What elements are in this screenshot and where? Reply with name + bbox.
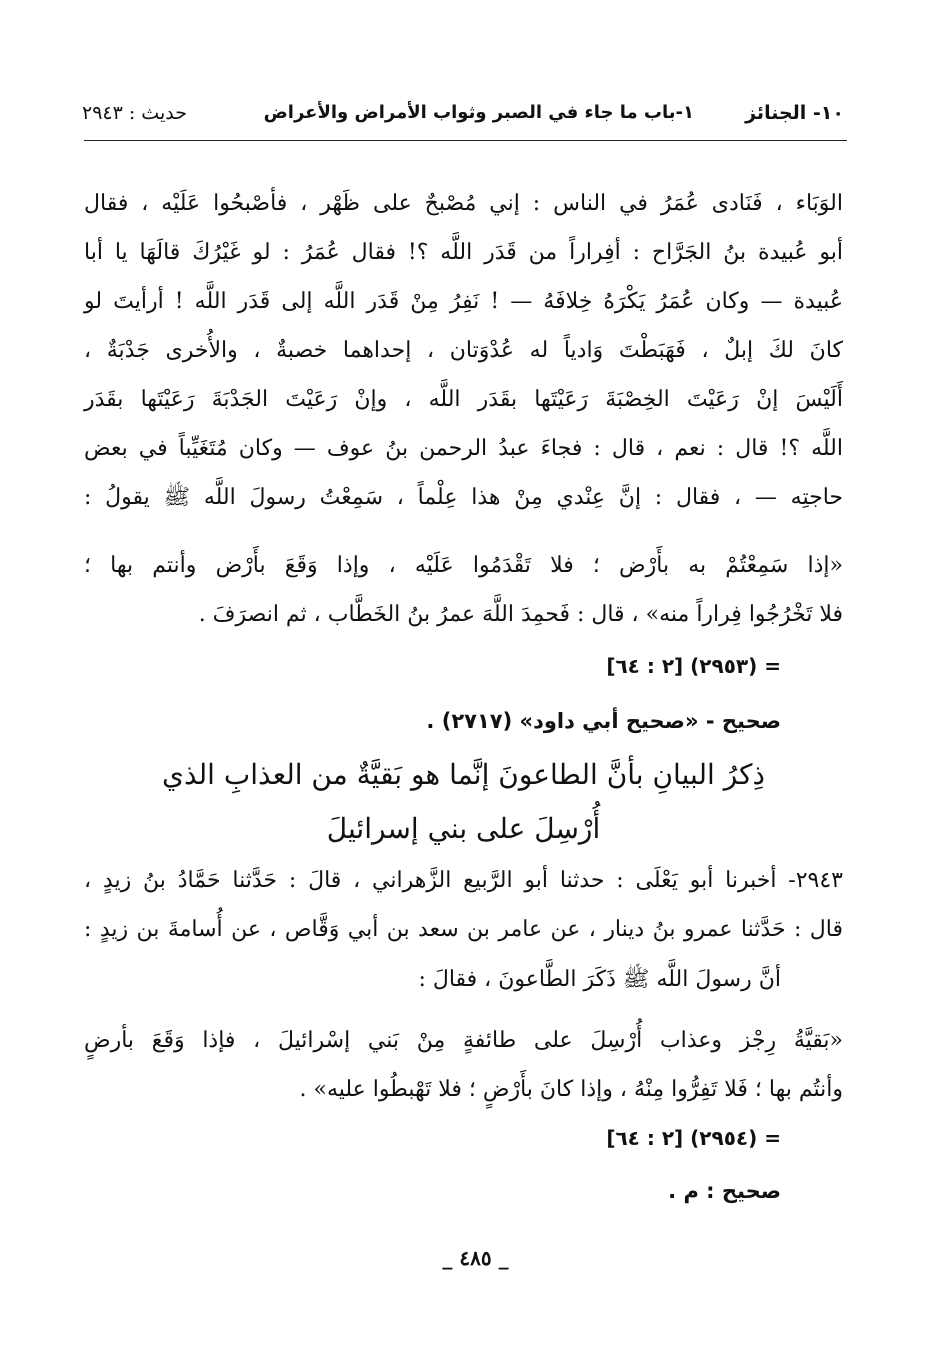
grading-note: صحيح - «صحيح أبي داود» (٢٧١٧) .	[426, 709, 781, 733]
text-line: أنَّ رسولَ اللَّه ﷺ ذَكَرَ الطَّاعونَ ، فقالَ :	[418, 967, 781, 992]
text-line: قال : حَدَّثنا عمرو بنُ دينار ، عن عامر بن سعد بن أبي وَقَّاص ، عن أُسامةَ بن زيدٍ :	[84, 917, 843, 942]
text-line: عُبيدة — وكان عُمَرُ يَكْرَهُ خِلافَهُ — ! نَفِرُ مِنْ قَدَر اللَّه إلى قَدَر اللَّه ! أرأيتَ لو	[84, 289, 843, 314]
grading-note: صحيح : م .	[668, 1179, 781, 1203]
text-line: فلا تَخْرُجُوا فِراراً منه» ، قال : فَحمِدَ اللَّهَ عمرُ بنُ الخَطَّاب ، ثم انصرَفَ .	[198, 602, 843, 627]
chapter-heading-line: ذِكرُ البيانِ بأنَّ الطاعونَ إنَّما هو بَقيَّةٌ من العذابِ الذي	[162, 758, 765, 791]
text-line: أَلَيْسَ إنْ رَعَيْتَ الخِصْبَةَ رَعَيْتَها بقَدَر اللَّه ، وإنْ رَعَيْتَ الجَدْبَةَ رَعَيْتَها بقَدَر	[84, 387, 843, 412]
page-number: _ ٤٨٥ _	[442, 1246, 509, 1270]
chapter-heading-line: أُرْسِلَ على بني إسرائيلَ	[326, 812, 601, 845]
text-line: اللَّه ؟! قال : نعم ، قال : فجاءَ عبدُ الرحمن بنُ عوف — وكان مُتَغَيِّباً في بعض	[84, 436, 843, 461]
hadith-number: حديث : ٢٩٤٣	[82, 102, 187, 124]
text-line: «بَقيَّةُ رِجْز وعذاب أُرْسِلَ على طائفةٍ مِنْ بَني إسْرائيلَ ، فإذا وَقَعَ بأرضٍ	[84, 1028, 843, 1053]
text-line: ٢٩٤٣- أخبرنا أبو يَعْلَى : حدثنا أبو الرَّبيع الزَّهراني ، قالَ : حَدَّثنا حَمَّادُ بنُ زيدٍ ،	[84, 868, 843, 893]
text-line: الوَبَاء ، فَنَادى عُمَرُ في الناس : إني مُصْبحٌ على ظَهْر ، فأصْبحُوا عَلَيْه ، فقال	[84, 191, 843, 216]
text-line: وأنتُم بها ؛ فَلا تَفِرُّوا مِنْهُ ، وإذا كانَ بأَرْضٍ ؛ فلا تَهْبطُوا عليه» .	[299, 1077, 843, 1102]
running-header	[82, 96, 844, 136]
text-line: أبو عُبيدة بنُ الجَرَّاح : أفِراراً من قَدَر اللَّه ؟! فقال عُمَرُ : لو غَيْرُكَ قالَهَا يا أبا	[84, 240, 843, 265]
section-title: ١-باب ما جاء في الصبر وثواب الأمراض والأعراض	[263, 102, 694, 123]
cross-reference: = (٢٩٥٣) [٢ : ٦٤]	[606, 654, 781, 678]
text-line: كانَ لكَ إبلٌ ، فَهَبَطْتَ وَادياً له عُدْوَتان ، إحداهما خصبةٌ ، والأُخرى جَدْبَةٌ ،	[84, 338, 843, 363]
header-divider	[84, 140, 847, 141]
cross-reference: = (٢٩٥٤) [٢ : ٦٤]	[606, 1126, 781, 1150]
chapter-title: ١٠- الجنائز	[745, 102, 844, 124]
text-line: «إذا سَمِعْتُمْ به بأَرْض ؛ فلا تَقْدَمُوا عَلَيْه ، وإذا وَقَعَ بأَرْض وأنتم بها ؛	[84, 553, 843, 578]
text-line: حاجتِه — ، فقال : إنَّ عِنْدي مِنْ هذا عِلْماً ، سَمِعْتُ رسولَ اللَّه ﷺ يقولُ :	[84, 485, 843, 510]
